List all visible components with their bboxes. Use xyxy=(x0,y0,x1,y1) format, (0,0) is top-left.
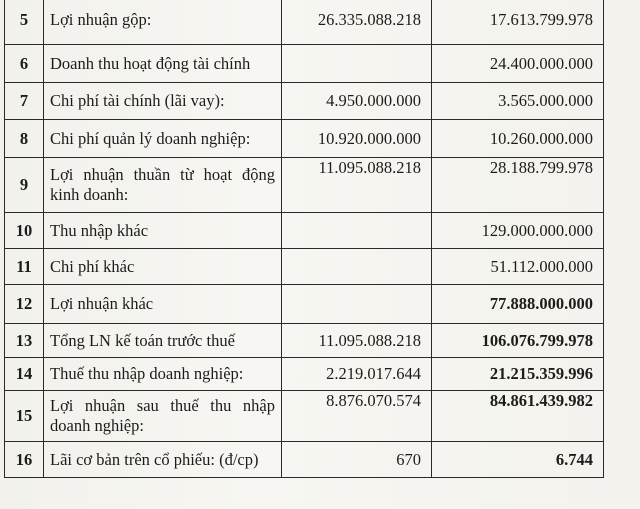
table-row xyxy=(5,213,604,249)
line-item-label: Doanh thu hoạt động tài chính xyxy=(44,45,282,83)
line-item-label: Tổng LN kế toán trước thuế xyxy=(44,324,282,358)
row-number: 9 xyxy=(5,158,44,213)
value-column-1 xyxy=(282,249,432,285)
row-number: 14 xyxy=(5,358,44,391)
row-number: 11 xyxy=(5,249,44,285)
income-statement-table xyxy=(4,0,604,478)
line-item-label: Lợi nhuận khác xyxy=(44,285,282,324)
value-column-1 xyxy=(282,285,432,324)
row-number: 7 xyxy=(5,83,44,120)
value-column-1: 11.095.088.218 xyxy=(282,158,432,213)
row-number: 6 xyxy=(5,45,44,83)
row-number: 5 xyxy=(5,0,44,45)
value-column-2: 28.188.799.978 xyxy=(432,158,604,213)
table-row xyxy=(5,0,604,45)
value-column-1 xyxy=(282,213,432,249)
table-row xyxy=(5,285,604,324)
value-column-1: 26.335.088.218 xyxy=(282,0,432,45)
value-column-1: 8.876.070.574 xyxy=(282,391,432,442)
line-item-label: Chi phí khác xyxy=(44,249,282,285)
table-row xyxy=(5,358,604,391)
table-row xyxy=(5,249,604,285)
line-item-label: Lợi nhuận gộp: xyxy=(44,0,282,45)
value-column-1 xyxy=(282,45,432,83)
table-row xyxy=(5,324,604,358)
table-row xyxy=(5,391,604,442)
value-column-2: 3.565.000.000 xyxy=(432,83,604,120)
value-column-2: 129.000.000.000 xyxy=(432,213,604,249)
value-column-2: 106.076.799.978 xyxy=(432,324,604,358)
table-row xyxy=(5,158,604,213)
row-number: 8 xyxy=(5,120,44,158)
value-column-1: 10.920.000.000 xyxy=(282,120,432,158)
table-row xyxy=(5,45,604,83)
value-column-1: 4.950.000.000 xyxy=(282,83,432,120)
value-column-2: 77.888.000.000 xyxy=(432,285,604,324)
value-column-2: 84.861.439.982 xyxy=(432,391,604,442)
line-item-label: Thuế thu nhập doanh nghiệp: xyxy=(44,358,282,391)
line-item-label: Chi phí quản lý doanh nghiệp: xyxy=(44,120,282,158)
row-number: 15 xyxy=(5,391,44,442)
line-item-label: Thu nhập khác xyxy=(44,213,282,249)
value-column-2: 21.215.359.996 xyxy=(432,358,604,391)
value-column-2: 17.613.799.978 xyxy=(432,0,604,45)
table-row xyxy=(5,83,604,120)
row-number: 10 xyxy=(5,213,44,249)
value-column-1: 2.219.017.644 xyxy=(282,358,432,391)
row-number: 12 xyxy=(5,285,44,324)
row-number: 13 xyxy=(5,324,44,358)
table-row xyxy=(5,442,604,478)
value-column-2: 51.112.000.000 xyxy=(432,249,604,285)
value-column-2: 24.400.000.000 xyxy=(432,45,604,83)
table-row xyxy=(5,120,604,158)
line-item-label: Lợi nhuận thuần từ hoạt động kinh doanh: xyxy=(44,158,282,213)
line-item-label: Lợi nhuận sau thuế thu nhập doanh nghiệp: xyxy=(44,391,282,442)
line-item-label: Chi phí tài chính (lãi vay): xyxy=(44,83,282,120)
value-column-1: 11.095.088.218 xyxy=(282,324,432,358)
value-column-2: 6.744 xyxy=(432,442,604,478)
row-number: 16 xyxy=(5,442,44,478)
value-column-1: 670 xyxy=(282,442,432,478)
line-item-label: Lãi cơ bản trên cổ phiếu: (đ/cp) xyxy=(44,442,282,478)
value-column-2: 10.260.000.000 xyxy=(432,120,604,158)
